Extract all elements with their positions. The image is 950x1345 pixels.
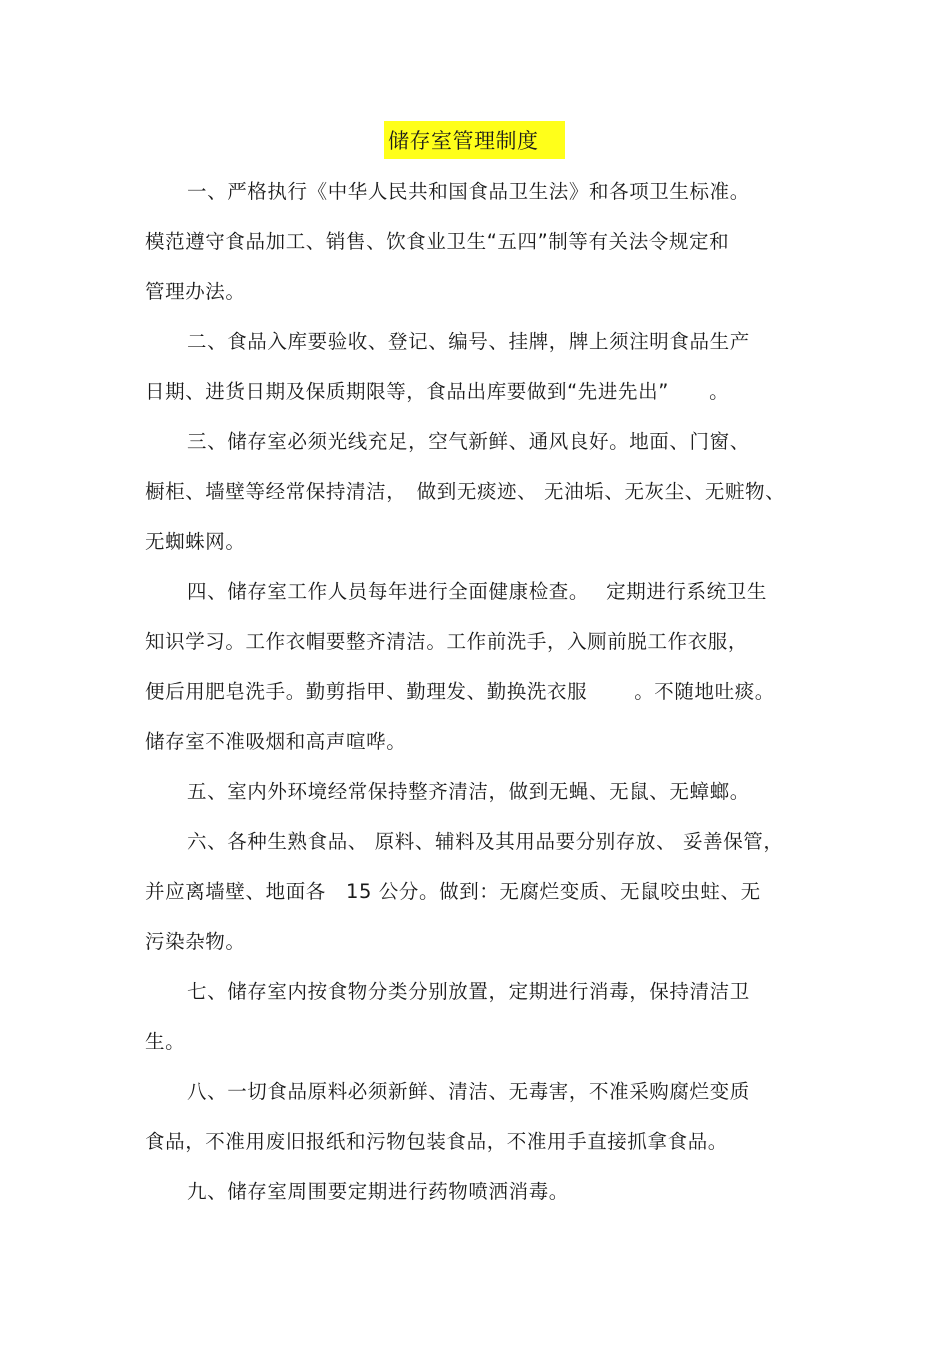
- rule-1-line-1: 一、严格执行《中华人民共和国食品卫生法》和各项卫生标准。: [187, 180, 750, 203]
- rule-3-line-1: 三、储存室必须光线充足，空气新鲜、通风良好。地面、门窗、: [187, 430, 750, 453]
- rule-9-line-1: 九、储存室周围要定期进行药物喷洒消毒。: [187, 1180, 569, 1203]
- rule-2-line-1: 二、食品入库要验收、登记、编号、挂牌，牌上须注明食品生产: [187, 330, 750, 353]
- rule-7-line-2: 生。: [145, 1030, 186, 1053]
- rule-7-line-1: 七、储存室内按食物分类分别放置，定期进行消毒，保持清洁卫: [187, 980, 750, 1003]
- rule-8-line-1: 八、一切食品原料必须新鲜、清洁、无毒害，不准采购腐烂变质: [187, 1080, 750, 1103]
- rule-6-line-3: 污染杂物。: [145, 930, 246, 953]
- rule-3-line-2: 橱柜、墙壁等经常保持清洁， 做到无痰迹、 无油垢、无灰尘、无赃物、: [145, 480, 786, 503]
- rule-3-line-3: 无蜘蛛网。: [145, 530, 246, 553]
- rule-6-line-1: 六、各种生熟食品、 原料、辅料及其用品要分别存放、 妥善保管，: [187, 830, 784, 853]
- rule-2-line-2: 日期、进货日期及保质期限等，食品出库要做到“先进先出” 。: [145, 380, 730, 403]
- rule-6-line-2: 并应离墙壁、地面各 15 公分。做到：无腐烂变质、无鼠咬虫蛀、无: [145, 880, 761, 903]
- rule-4-line-2: 知识学习。工作衣帽要整齐清洁。工作前洗手，入厕前脱工作衣服，: [145, 630, 749, 653]
- rule-4-line-3: 便后用肥皂洗手。勤剪指甲、勤理发、勤换洗衣服 。不随地吐痰。: [145, 680, 775, 703]
- rule-8-line-2: 食品，不准用废旧报纸和污物包装食品，不准用手直接抓拿食品。: [145, 1130, 728, 1153]
- rule-1-line-2: 模范遵守食品加工、销售、饮食业卫生“五四”制等有关法令规定和: [145, 230, 730, 253]
- rule-4-line-4: 储存室不准吸烟和高声喧哗。: [145, 730, 407, 753]
- rule-1-line-3: 管理办法。: [145, 280, 246, 303]
- rule-4-line-1: 四、储存室工作人员每年进行全面健康检查。 定期进行系统卫生: [187, 580, 767, 603]
- rule-5-line-1: 五、室内外环境经常保持整齐清洁，做到无蝇、无鼠、无蟑螂。: [187, 780, 750, 803]
- document-title: 储存室管理制度: [388, 129, 539, 153]
